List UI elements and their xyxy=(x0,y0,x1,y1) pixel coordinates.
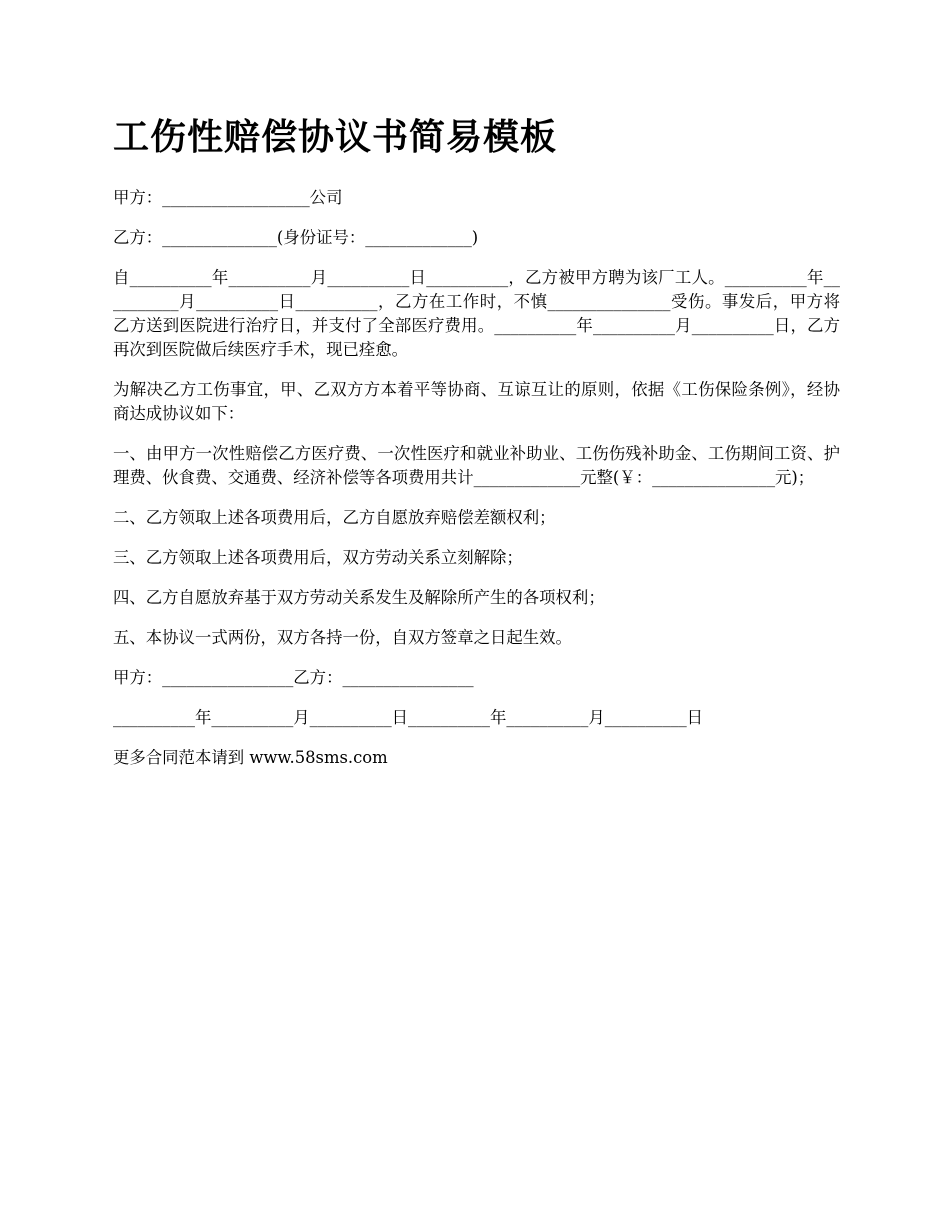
clause-5: 五、本协议一式两份，双方各持一份，自双方签章之日起生效。 xyxy=(113,628,572,647)
footer-link[interactable]: 更多合同范本请到 www.58sms.com xyxy=(113,748,388,767)
clause-1: 一、由甲方一次性赔偿乙方医疗费、一次性医疗和就业补助业、工伤伤残补助金、工伤期间工资、护理费、伙食费、交通费、经济补偿等各项费用共计_____________元整(￥：_______________元)； xyxy=(113,444,840,487)
date-line: __________年__________月__________日__________年__________月__________日 xyxy=(113,708,704,727)
clause-2: 二、乙方领取上述各项费用后，乙方自愿放弃赔偿差额权利； xyxy=(113,508,556,527)
signature-line: 甲方：________________乙方：________________ xyxy=(113,668,474,687)
incident-paragraph: 自__________年__________月__________日__________，乙方被甲方聘为该厂工人。__________年__________月__________日__________，乙方在工作时，不慎_______________受伤。事发后，甲方将乙方送到医院进行治疗日，并支付了全部医疗费用。__________年__________月__________日，乙方再次到医院做后续医疗手术，现已痊愈。 xyxy=(113,268,840,359)
party-b-line: 乙方：______________(身份证号：_____________) xyxy=(113,228,479,247)
party-a-line: 甲方：__________________公司 xyxy=(113,188,343,207)
clause-4: 四、乙方自愿放弃基于双方劳动关系发生及解除所产生的各项权利； xyxy=(113,588,605,607)
document-page xyxy=(113,112,840,786)
basis-paragraph: 为解决乙方工伤事宜，甲、乙双方方本着平等协商、互谅互让的原则，依据《工伤保险条例》，经协商达成协议如下： xyxy=(113,380,840,423)
document-title: 工伤性赔偿协议书简易模板 xyxy=(113,117,558,158)
clause-3: 三、乙方领取上述各项费用后，双方劳动关系立刻解除； xyxy=(113,548,523,567)
